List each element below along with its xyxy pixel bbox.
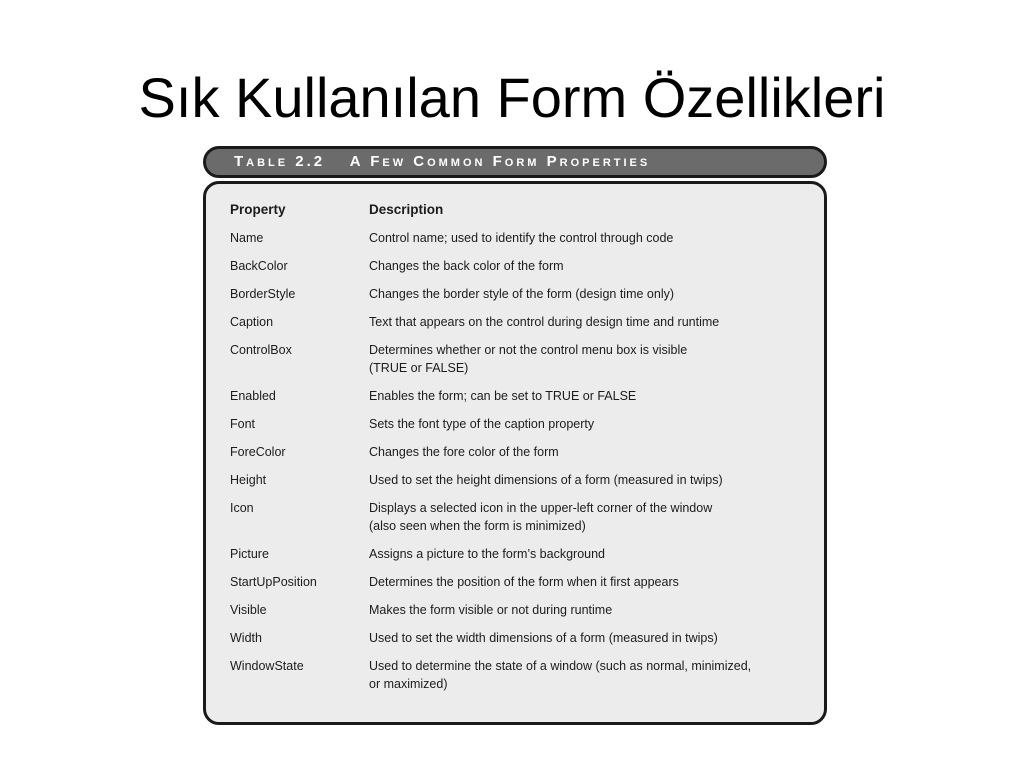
property-description <box>369 415 809 443</box>
property-name: ControlBox <box>230 343 292 357</box>
description-line: Determines whether or not the control menu box is visible <box>369 343 688 357</box>
description-line: (also seen when the form is minimized) <box>369 519 586 533</box>
table-body <box>230 229 809 703</box>
table-caption-bar <box>203 146 827 178</box>
table-row <box>230 471 809 499</box>
property-name: WindowState <box>230 659 304 673</box>
property-description <box>369 257 809 285</box>
property-name: Width <box>230 631 262 645</box>
property-description <box>369 471 809 499</box>
property-description <box>369 573 809 601</box>
table-figure <box>203 146 827 725</box>
description-line: Displays a selected icon in the upper-left corner of the window <box>369 501 713 515</box>
description-line: Determines the position of the form when it first appears <box>369 575 679 589</box>
property-name: Caption <box>230 315 274 329</box>
property-description <box>369 387 809 415</box>
property-description <box>369 601 809 629</box>
table-row <box>230 443 809 471</box>
table-row <box>230 629 809 657</box>
table-box <box>203 181 827 725</box>
table-header-row <box>230 202 809 229</box>
property-name: Font <box>230 417 256 431</box>
table-caption-text: A Few Common Form Properties <box>349 153 651 170</box>
property-name: BorderStyle <box>230 287 296 301</box>
description-line: or maximized) <box>369 677 448 691</box>
description-line: (TRUE or FALSE) <box>369 361 469 375</box>
properties-table <box>230 202 809 703</box>
description-line: Makes the form visible or not during runtime <box>369 603 613 617</box>
property-description <box>369 341 809 387</box>
description-line: Sets the font type of the caption property <box>369 417 595 431</box>
property-name: ForeColor <box>230 445 286 459</box>
table-row <box>230 313 809 341</box>
table-row <box>230 285 809 313</box>
property-name: Icon <box>230 501 254 515</box>
property-description <box>369 443 809 471</box>
description-line: Enables the form; can be set to TRUE or FALSE <box>369 389 637 403</box>
table-row <box>230 545 809 573</box>
table-row <box>230 229 809 257</box>
table-row <box>230 257 809 285</box>
description-line: Changes the fore color of the form <box>369 445 559 459</box>
property-name: StartUpPosition <box>230 575 317 589</box>
property-description <box>369 657 809 703</box>
description-line: Used to set the width dimensions of a form (measured in twips) <box>369 631 718 645</box>
property-description <box>369 629 809 657</box>
table-row <box>230 657 809 703</box>
property-name: Height <box>230 473 267 487</box>
header-description: Description <box>369 202 444 217</box>
table-caption-number: Table 2.2 <box>234 153 326 170</box>
slide-title: Sık Kullanılan Form Özellikleri <box>138 66 886 129</box>
table-row <box>230 341 809 387</box>
property-description <box>369 229 809 257</box>
property-description <box>369 285 809 313</box>
property-name: Picture <box>230 547 269 561</box>
description-line: Changes the border style of the form (design time only) <box>369 287 675 301</box>
property-description <box>369 499 809 545</box>
description-line: Assigns a picture to the form’s background <box>369 547 606 561</box>
description-line: Text that appears on the control during design time and runtime <box>369 315 720 329</box>
property-name: BackColor <box>230 259 288 273</box>
description-line: Changes the back color of the form <box>369 259 564 273</box>
property-description <box>369 313 809 341</box>
header-property: Property <box>230 202 286 217</box>
table-row <box>230 573 809 601</box>
table-row <box>230 387 809 415</box>
property-description <box>369 545 809 573</box>
description-line: Control name; used to identify the control through code <box>369 231 674 245</box>
table-row <box>230 601 809 629</box>
property-name: Enabled <box>230 389 276 403</box>
table-row <box>230 499 809 545</box>
description-line: Used to determine the state of a window (such as normal, minimized, <box>369 659 752 673</box>
table-row <box>230 415 809 443</box>
description-line: Used to set the height dimensions of a form (measured in twips) <box>369 473 723 487</box>
property-name: Name <box>230 231 264 245</box>
property-name: Visible <box>230 603 267 617</box>
